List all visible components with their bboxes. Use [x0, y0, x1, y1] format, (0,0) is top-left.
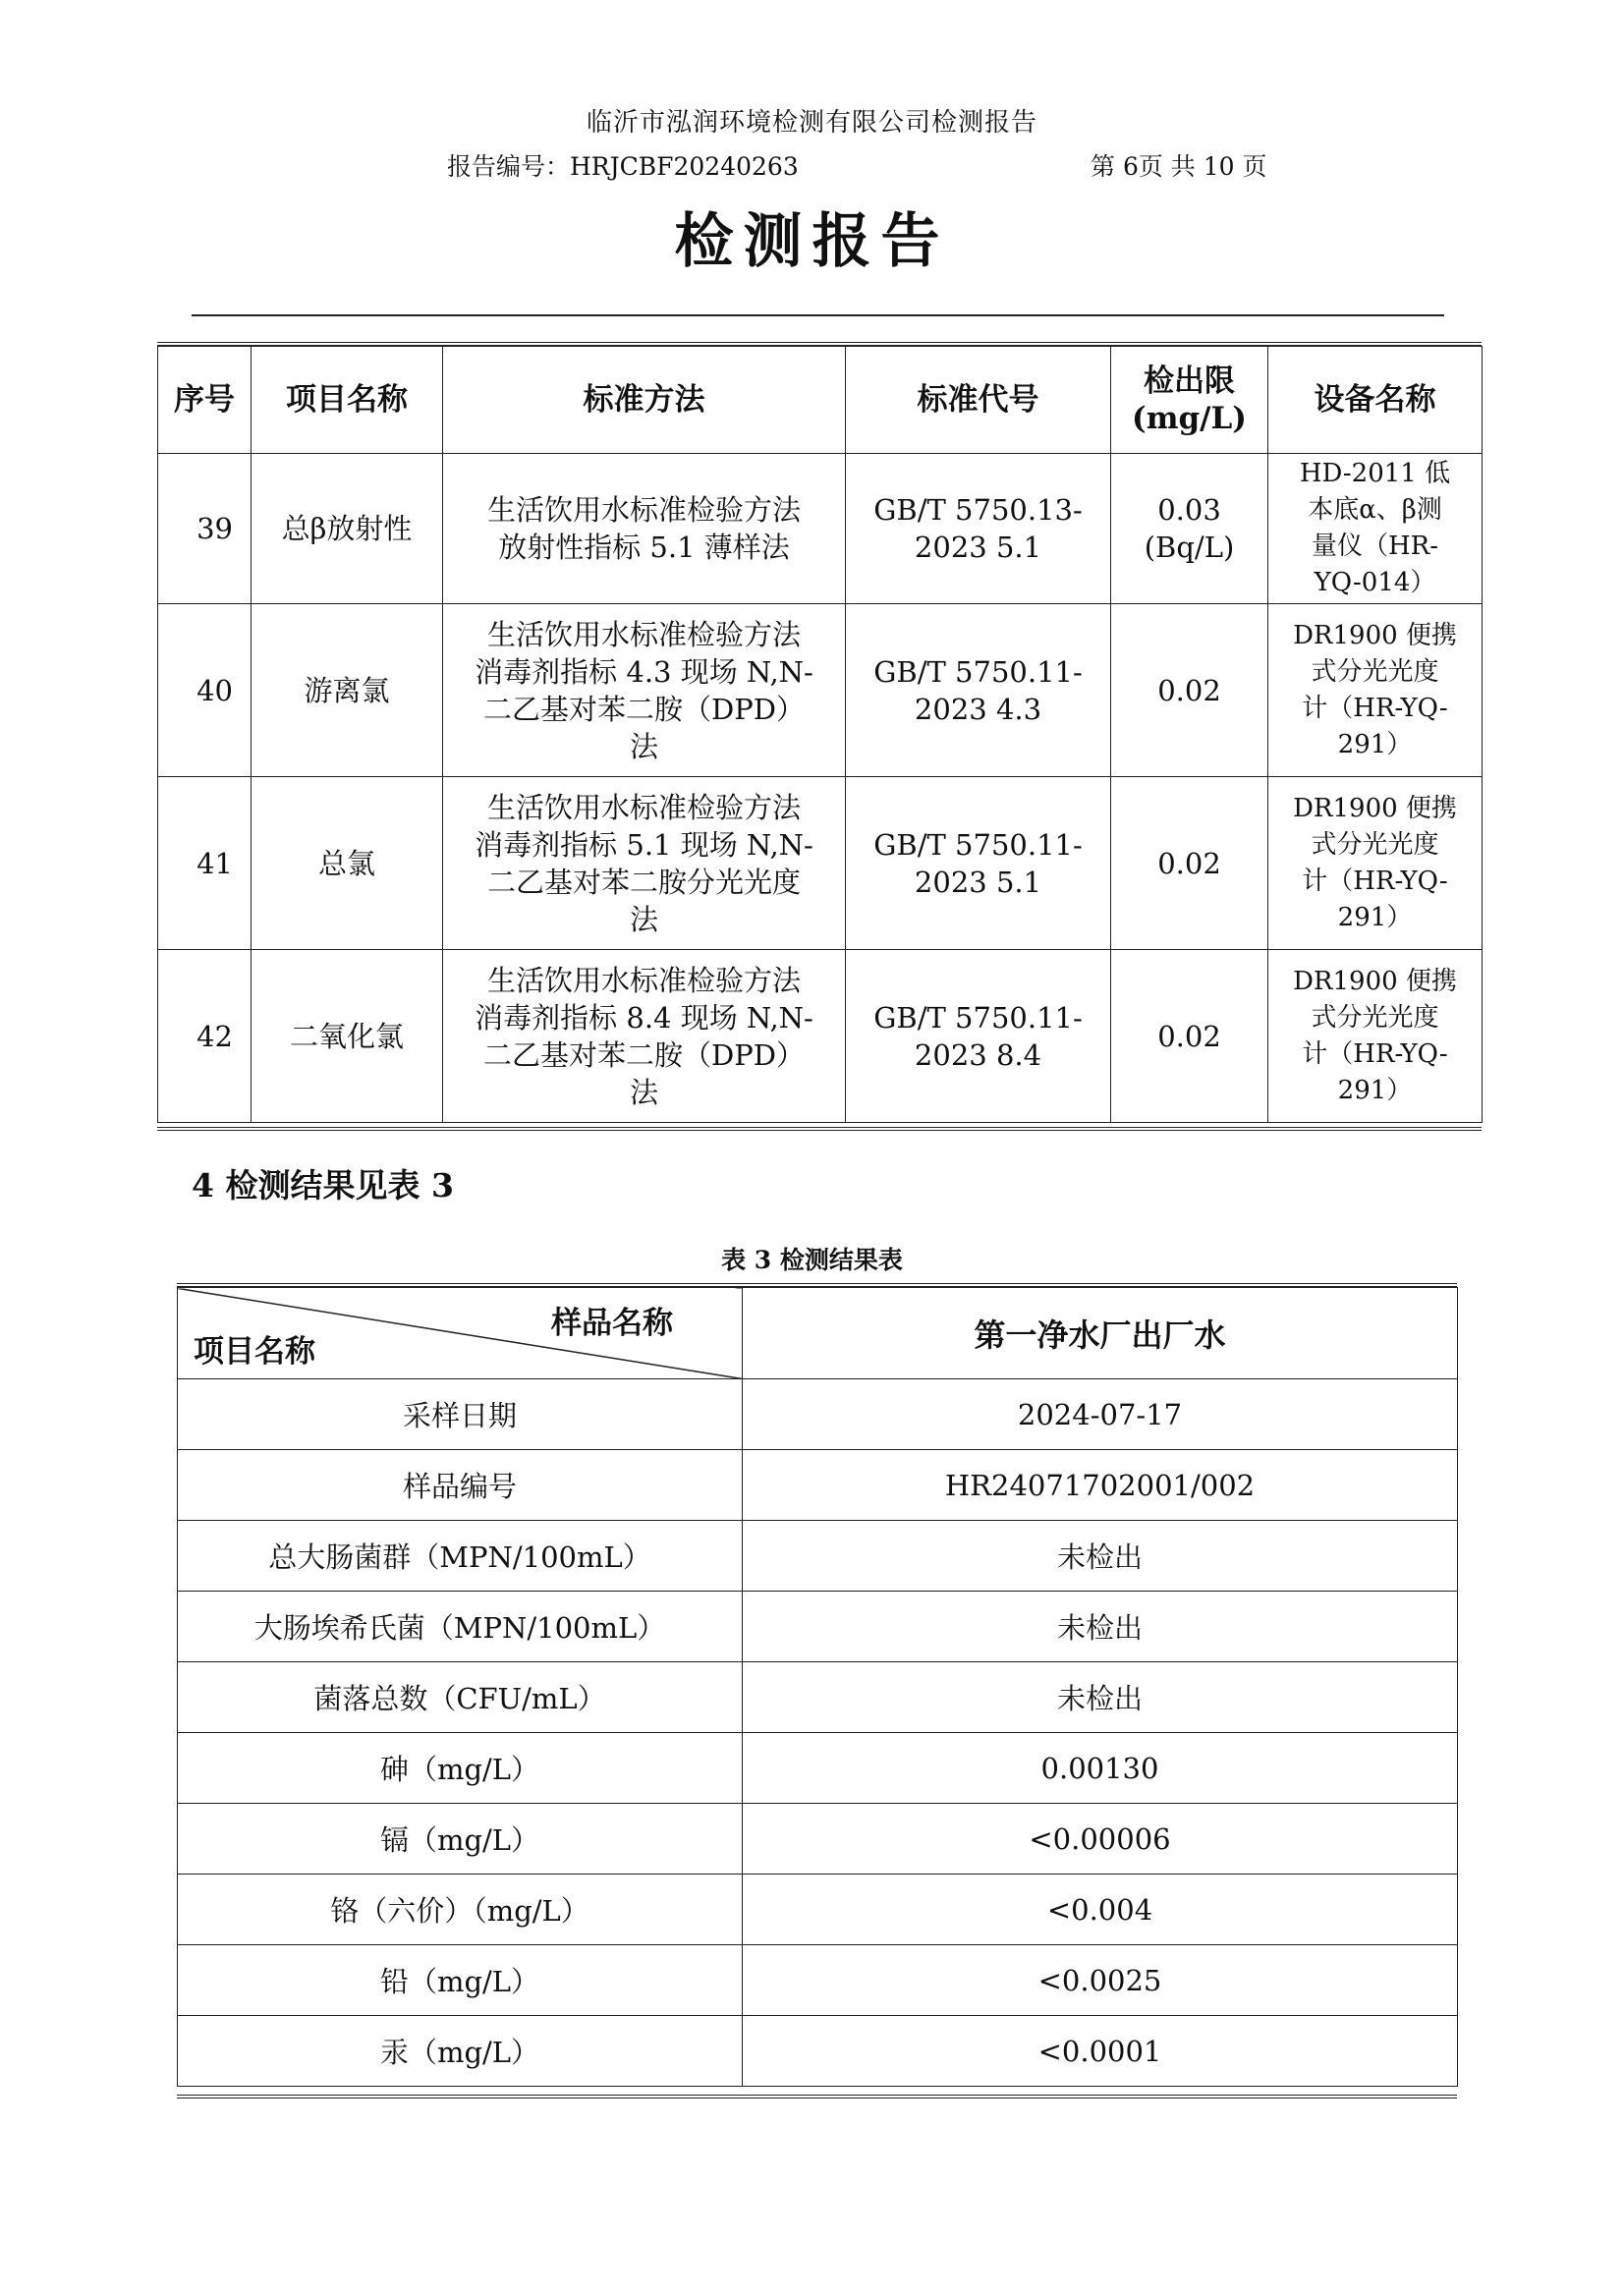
company-report-heading: 临沂市泓润环境检测有限公司检测报告 [586, 108, 1037, 138]
row-equipment: DR1900 便携 式分光光度 计（HR-YQ- 291） [1268, 604, 1483, 777]
row-code: GB/T 5750.11- 2023 8.4 [846, 950, 1111, 1123]
result-item: 总大肠菌群（MPN/100mL） [178, 1521, 743, 1592]
table3-caption: 表 3 检测结果表 [721, 1246, 903, 1274]
corner-item-label: 项目名称 [194, 1334, 315, 1370]
result-value: 未检出 [743, 1592, 1458, 1662]
header-index: 序号 [158, 347, 252, 454]
table-row [158, 604, 1483, 777]
sample-name: 第一净水厂出厂水 [743, 1288, 1458, 1379]
row-equipment: HD-2011 低 本底α、β测 量仪（HR- YQ-014） [1268, 454, 1483, 604]
row-limit: 0.02 [1111, 950, 1268, 1123]
result-item: 汞（mg/L） [178, 2016, 743, 2087]
result-item: 菌落总数（CFU/mL） [178, 1662, 743, 1733]
table-row [178, 1450, 1458, 1521]
results-header-row [178, 1288, 1458, 1379]
result-item: 采样日期 [178, 1379, 743, 1450]
table-row [158, 950, 1483, 1123]
row-limit: 0.02 [1111, 777, 1268, 950]
result-value: 未检出 [743, 1662, 1458, 1733]
table-row [178, 1733, 1458, 1804]
table-row [158, 454, 1483, 604]
row-equipment: DR1900 便携 式分光光度 计（HR-YQ- 291） [1268, 777, 1483, 950]
header-limit: 检出限 (mg/L) [1111, 347, 1268, 454]
row-method: 生活饮用水标准检验方法 消毒剂指标 4.3 现场 N,N- 二乙基对苯二胺（DPD） 法 [443, 604, 846, 777]
table-row [178, 1521, 1458, 1592]
row-item: 游离氯 [252, 604, 443, 777]
row-method: 生活饮用水标准检验方法 消毒剂指标 8.4 现场 N,N- 二乙基对苯二胺（DPD） 法 [443, 950, 846, 1123]
row-method: 生活饮用水标准检验方法 放射性指标 5.1 薄样法 [443, 454, 846, 604]
header-equipment: 设备名称 [1268, 347, 1483, 454]
method-table [157, 346, 1483, 1123]
result-item: 砷（mg/L） [178, 1733, 743, 1804]
table1-bottom-rule [157, 1127, 1482, 1131]
page-indicator: 第 6页 共 10 页 [1091, 152, 1267, 181]
row-limit: 0.02 [1111, 604, 1268, 777]
row-item: 二氧化氯 [252, 950, 443, 1123]
table-row [178, 1945, 1458, 2016]
table3-bottom-rule [177, 2095, 1457, 2099]
method-table-header-row [158, 347, 1483, 454]
result-item: 大肠埃希氏菌（MPN/100mL） [178, 1592, 743, 1662]
result-item: 样品编号 [178, 1450, 743, 1521]
table-row [178, 1662, 1458, 1733]
result-value: HR24071702001/002 [743, 1450, 1458, 1521]
row-equipment: DR1900 便携 式分光光度 计（HR-YQ- 291） [1268, 950, 1483, 1123]
result-value: <0.0025 [743, 1945, 1458, 2016]
header-code: 标准代号 [846, 347, 1111, 454]
table-row [158, 777, 1483, 950]
result-value: 未检出 [743, 1521, 1458, 1592]
row-code: GB/T 5750.11- 2023 5.1 [846, 777, 1111, 950]
result-value: 0.00130 [743, 1733, 1458, 1804]
table-row [178, 1804, 1458, 1875]
row-index: 39 [158, 454, 252, 604]
result-item: 镉（mg/L） [178, 1804, 743, 1875]
result-value: 2024-07-17 [743, 1379, 1458, 1450]
row-item: 总氯 [252, 777, 443, 950]
result-value: <0.0001 [743, 2016, 1458, 2087]
result-value: <0.004 [743, 1875, 1458, 1945]
table-row [178, 2016, 1458, 2087]
report-number: 报告编号：HRJCBF20240263 [447, 152, 799, 181]
result-value: <0.00006 [743, 1804, 1458, 1875]
table-row [178, 1875, 1458, 1945]
row-code: GB/T 5750.13- 2023 5.1 [846, 454, 1111, 604]
table-row [178, 1379, 1458, 1450]
result-item: 铅（mg/L） [178, 1945, 743, 2016]
row-index: 41 [158, 777, 252, 950]
table-row [178, 1592, 1458, 1662]
corner-sample-label: 样品名称 [551, 1306, 673, 1341]
header-method: 标准方法 [443, 347, 846, 454]
results-table [177, 1287, 1458, 2087]
header-item: 项目名称 [252, 347, 443, 454]
section-heading: 4 检测结果见表 3 [192, 1166, 454, 1204]
result-item: 铬（六价）（mg/L） [178, 1875, 743, 1945]
diagonal-header-cell [178, 1288, 743, 1379]
row-index: 42 [158, 950, 252, 1123]
row-limit: 0.03 (Bq/L) [1111, 454, 1268, 604]
row-code: GB/T 5750.11- 2023 4.3 [846, 604, 1111, 777]
row-index: 40 [158, 604, 252, 777]
title-divider [192, 314, 1444, 316]
page-title: 检测报告 [674, 207, 950, 276]
row-method: 生活饮用水标准检验方法 消毒剂指标 5.1 现场 N,N- 二乙基对苯二胺分光光度 法 [443, 777, 846, 950]
row-item: 总β放射性 [252, 454, 443, 604]
